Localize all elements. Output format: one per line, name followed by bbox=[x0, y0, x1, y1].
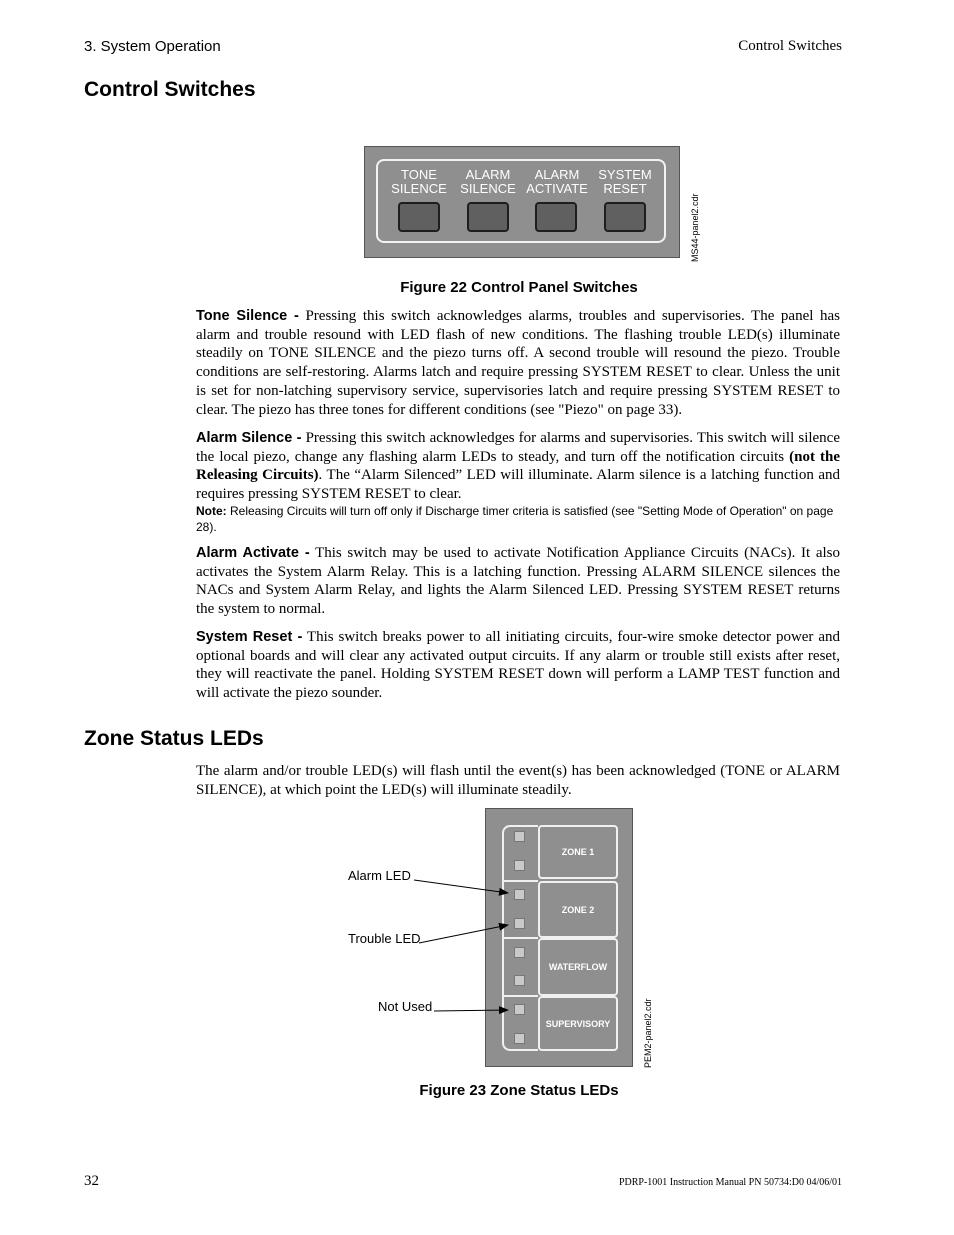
section-title-control-switches: Control Switches bbox=[84, 78, 256, 101]
paragraph-alarm-activate: Alarm Activate - This switch may be used to activate Notification Appliance Circuits (NACs). It also activates the System Alarm Relay. This is a latching function. Pressing ALARM SILENCE silences the NACs and System Alarm Relay, and lights the Alarm Silenced LED. Pressing SYSTEM RESET returns the system to normal. bbox=[196, 545, 840, 618]
paragraph-system-reset: System Reset - This switch breaks power to all initiating circuits, four-wire smoke detector power and optional boards and will clear any activated output circuits. If any alarm or trouble still exists after reset, they will reactivate the panel. Holding SYSTEM RESET down will perform a LAMP TEST function and will activate the piezo sounder. bbox=[196, 629, 840, 702]
callout-trouble-led: Trouble LED bbox=[348, 931, 421, 946]
switch-label-system-reset: SYSTEM RESET bbox=[598, 167, 652, 196]
page-number: 32 bbox=[84, 1173, 99, 1189]
running-header-topic: Control Switches bbox=[738, 38, 842, 54]
supervisory-label: SUPERVISORY bbox=[538, 996, 618, 1051]
figure-23-caption: Figure 23 Zone Status LEDs bbox=[419, 1082, 619, 1099]
callout-alarm-led: Alarm LED bbox=[348, 868, 411, 883]
alarm-led-arrow bbox=[414, 880, 508, 893]
figure-file-label: MS44-panel2.cdr bbox=[690, 193, 700, 262]
waterflow-label: WATERFLOW bbox=[538, 938, 618, 996]
document-reference: PDRP-1001 Instruction Manual PN 50734:D0 04/06/01 bbox=[618, 1177, 842, 1188]
not-used-arrow bbox=[434, 1010, 508, 1011]
running-header-section: 3. System Operation bbox=[84, 38, 221, 55]
trouble-led-arrow bbox=[419, 925, 508, 943]
switch-label-tone-silence: TONE SILENCE bbox=[391, 167, 447, 196]
zone-2-label: ZONE 2 bbox=[538, 881, 618, 938]
zone-1-label: ZONE 1 bbox=[538, 825, 618, 879]
figure-file-label: PEM2-panel2.cdr bbox=[643, 998, 653, 1068]
note-releasing-circuits: Note: Releasing Circuits will turn off only if Discharge timer criteria is satisfied (see "Setting Mode of Operation" on page 28). bbox=[196, 504, 834, 534]
section-title-zone-status-leds: Zone Status LEDs bbox=[84, 727, 264, 750]
figure-22-caption: Figure 22 Control Panel Switches bbox=[400, 279, 638, 296]
switch-label-alarm-silence: ALARM SILENCE bbox=[460, 167, 516, 196]
switch-label-alarm-activate: ALARM ACTIVATE bbox=[526, 167, 588, 196]
callout-not-used: Not Used bbox=[378, 999, 433, 1014]
paragraph-alarm-silence: Alarm Silence - Pressing this switch acknowledges for alarms and supervisories. This switch will silence the local piezo, change any flashing alarm LEDs to steady, and turn off the notification circuits (not the Releasing Circuits). The “Alarm Silenced” LED will illuminate. Alarm silence is a latching function and requires pressing SYSTEM RESET to clear. bbox=[196, 430, 841, 503]
paragraph-zone-status-intro: The alarm and/or trouble LED(s) will flash until the event(s) has been acknowledged (TONE or ALARM SILENCE), at which point the LED(s) will illuminate steadily. bbox=[196, 763, 840, 798]
paragraph-tone-silence: Tone Silence - Pressing this switch acknowledges alarms, troubles and supervisories. The panel has alarm and trouble resound with LED flash of new conditions. The flashing trouble LED(s) illuminate steadily on TONE SILENCE and the piezo turns off. A second trouble will resound the piezo. Trouble conditions are self-restoring. Alarms latch and require pressing SYSTEM RESET to clear. Unless the unit is set for non-latching supervisory service, supervisories latch and require pressing SYSTEM RESET to clear. The piezo has three tones for different conditions (see "Piezo" on page 33). bbox=[196, 308, 840, 418]
